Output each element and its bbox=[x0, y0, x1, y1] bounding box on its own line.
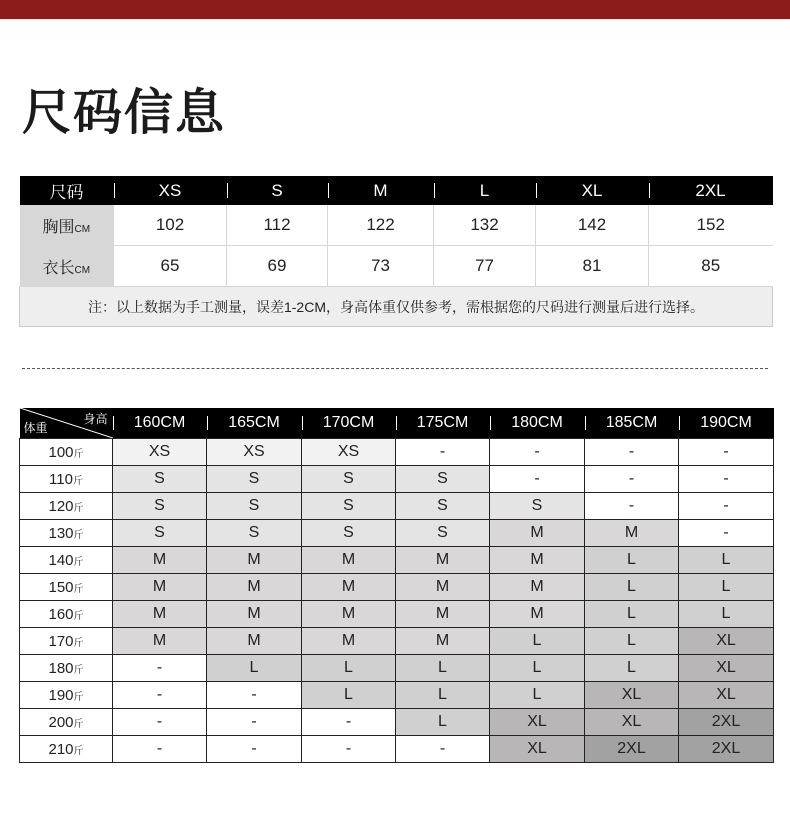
recommended-size-cell: M bbox=[396, 574, 490, 601]
recommended-size-cell: 2XL bbox=[585, 736, 679, 763]
recommended-size-cell: M bbox=[396, 628, 490, 655]
recommended-size-cell: L bbox=[207, 655, 302, 682]
weight-label bbox=[20, 736, 113, 763]
recommended-size-cell: S bbox=[207, 466, 302, 493]
weight-row bbox=[20, 601, 774, 628]
weight-value: 140 bbox=[48, 551, 74, 569]
weight-value: 190 bbox=[48, 686, 74, 704]
recommended-size-cell: M bbox=[113, 547, 207, 574]
size-header-m: M bbox=[328, 176, 434, 205]
weight-label bbox=[20, 682, 113, 709]
size-row bbox=[20, 205, 773, 246]
weight-label bbox=[20, 547, 113, 574]
size-value-cell: 65 bbox=[114, 246, 227, 287]
recommended-size-cell: S bbox=[302, 520, 396, 547]
recommended-size-cell: XL bbox=[679, 682, 774, 709]
recommended-size-cell: - bbox=[490, 439, 585, 466]
size-value-cell: 122 bbox=[328, 205, 434, 246]
recommended-size-cell: - bbox=[490, 466, 585, 493]
recommended-size-cell: M bbox=[113, 628, 207, 655]
recommended-size-cell: XL bbox=[490, 736, 585, 763]
recommended-size-cell: L bbox=[396, 682, 490, 709]
recommended-size-cell: - bbox=[113, 736, 207, 763]
corner-header bbox=[20, 408, 113, 439]
recommended-size-cell: S bbox=[207, 493, 302, 520]
size-value-cell: 69 bbox=[227, 246, 328, 287]
size-header-xs: XS bbox=[114, 176, 227, 205]
recommended-size-cell: - bbox=[679, 493, 774, 520]
weight-unit: 斤 bbox=[73, 610, 84, 622]
recommended-size-cell: M bbox=[490, 520, 585, 547]
corner-height-label: 身高 bbox=[83, 412, 108, 426]
recommended-size-cell: - bbox=[207, 682, 302, 709]
recommended-size-cell: M bbox=[302, 628, 396, 655]
recommended-size-cell: S bbox=[302, 493, 396, 520]
size-value-cell: 102 bbox=[114, 205, 227, 246]
weight-unit: 斤 bbox=[73, 637, 84, 649]
recommended-size-cell: S bbox=[113, 493, 207, 520]
height-header-175cm: 175CM bbox=[396, 408, 490, 439]
recommended-size-cell: L bbox=[490, 628, 585, 655]
weight-value: 160 bbox=[48, 605, 74, 623]
weight-value: 100 bbox=[48, 443, 74, 461]
weight-row bbox=[20, 682, 774, 709]
recommended-size-cell: M bbox=[396, 601, 490, 628]
size-value-cell: 142 bbox=[536, 205, 649, 246]
recommended-size-cell: S bbox=[490, 493, 585, 520]
recommended-size-cell: - bbox=[207, 736, 302, 763]
recommended-size-cell: L bbox=[302, 682, 396, 709]
recommended-size-cell: M bbox=[302, 547, 396, 574]
recommended-size-cell: - bbox=[302, 709, 396, 736]
weight-unit: 斤 bbox=[73, 745, 84, 757]
weight-value: 170 bbox=[48, 632, 74, 650]
weight-height-table bbox=[19, 408, 774, 763]
recommended-size-cell: M bbox=[585, 520, 679, 547]
size-table bbox=[19, 176, 773, 327]
weight-row bbox=[20, 493, 774, 520]
weight-unit: 斤 bbox=[73, 448, 84, 460]
recommended-size-cell: S bbox=[396, 520, 490, 547]
recommended-size-cell: S bbox=[113, 466, 207, 493]
recommended-size-cell: M bbox=[207, 574, 302, 601]
measure-unit: CM bbox=[74, 223, 91, 235]
size-row bbox=[20, 246, 773, 287]
weight-row bbox=[20, 628, 774, 655]
recommended-size-cell: L bbox=[396, 709, 490, 736]
recommended-size-cell: M bbox=[302, 601, 396, 628]
height-header-165cm: 165CM bbox=[207, 408, 302, 439]
size-header-s: S bbox=[227, 176, 328, 205]
weight-unit: 斤 bbox=[73, 691, 84, 703]
weight-row bbox=[20, 736, 774, 763]
recommended-size-cell: M bbox=[490, 547, 585, 574]
corner-weight-label: 体重 bbox=[23, 421, 48, 435]
recommended-size-cell: L bbox=[490, 682, 585, 709]
weight-value: 210 bbox=[48, 740, 74, 758]
weight-label bbox=[20, 493, 113, 520]
weight-row bbox=[20, 439, 774, 466]
weight-value: 120 bbox=[48, 497, 74, 515]
weight-label bbox=[20, 574, 113, 601]
page-title: 尺码信息 bbox=[22, 84, 227, 141]
recommended-size-cell: - bbox=[679, 466, 774, 493]
size-value-cell: 85 bbox=[649, 246, 773, 287]
size-value-cell: 73 bbox=[328, 246, 434, 287]
recommended-size-cell: XL bbox=[585, 682, 679, 709]
recommended-size-cell: - bbox=[396, 439, 490, 466]
size-header-label: 尺码 bbox=[20, 176, 114, 205]
recommended-size-cell: - bbox=[113, 655, 207, 682]
recommended-size-cell: S bbox=[207, 520, 302, 547]
size-value-cell: 112 bbox=[227, 205, 328, 246]
size-note: 注：以上数据为手工测量，误差1-2CM，身高体重仅供参考，需根据您的尺码进行测量后进行选择。 bbox=[20, 287, 773, 327]
weight-height-header bbox=[20, 408, 774, 439]
size-row-label bbox=[20, 205, 114, 246]
recommended-size-cell: XS bbox=[113, 439, 207, 466]
recommended-size-cell: M bbox=[396, 547, 490, 574]
recommended-size-cell: XS bbox=[302, 439, 396, 466]
recommended-size-cell: M bbox=[490, 574, 585, 601]
recommended-size-cell: XL bbox=[679, 655, 774, 682]
recommended-size-cell: - bbox=[679, 520, 774, 547]
height-header-185cm: 185CM bbox=[585, 408, 679, 439]
recommended-size-cell: S bbox=[396, 493, 490, 520]
top-accent-bar bbox=[0, 0, 790, 19]
size-value-cell: 152 bbox=[649, 205, 773, 246]
weight-value: 200 bbox=[48, 713, 74, 731]
size-value-cell: 77 bbox=[434, 246, 536, 287]
recommended-size-cell: M bbox=[490, 601, 585, 628]
recommended-size-cell: L bbox=[585, 628, 679, 655]
recommended-size-cell: L bbox=[585, 547, 679, 574]
weight-value: 130 bbox=[48, 524, 74, 542]
recommended-size-cell: L bbox=[585, 601, 679, 628]
recommended-size-cell: XS bbox=[207, 439, 302, 466]
weight-label bbox=[20, 628, 113, 655]
size-value-cell: 132 bbox=[434, 205, 536, 246]
weight-value: 180 bbox=[48, 659, 74, 677]
recommended-size-cell: - bbox=[207, 709, 302, 736]
recommended-size-cell: L bbox=[679, 601, 774, 628]
weight-unit: 斤 bbox=[73, 583, 84, 595]
weight-unit: 斤 bbox=[73, 556, 84, 568]
measure-name: 胸围 bbox=[42, 218, 75, 236]
recommended-size-cell: - bbox=[679, 439, 774, 466]
recommended-size-cell: XL bbox=[679, 628, 774, 655]
weight-row bbox=[20, 655, 774, 682]
measure-name: 衣长 bbox=[42, 259, 75, 277]
recommended-size-cell: XL bbox=[585, 709, 679, 736]
weight-unit: 斤 bbox=[73, 718, 84, 730]
recommended-size-cell: L bbox=[585, 574, 679, 601]
recommended-size-cell: 2XL bbox=[679, 709, 774, 736]
weight-unit: 斤 bbox=[73, 502, 84, 514]
recommended-size-cell: L bbox=[679, 547, 774, 574]
recommended-size-cell: - bbox=[585, 439, 679, 466]
height-header-160cm: 160CM bbox=[113, 408, 207, 439]
weight-row bbox=[20, 547, 774, 574]
recommended-size-cell: S bbox=[302, 466, 396, 493]
recommended-size-cell: XL bbox=[490, 709, 585, 736]
weight-row bbox=[20, 520, 774, 547]
recommended-size-cell: 2XL bbox=[679, 736, 774, 763]
weight-label bbox=[20, 655, 113, 682]
size-header-xl: XL bbox=[536, 176, 649, 205]
recommended-size-cell: M bbox=[302, 574, 396, 601]
recommended-size-cell: L bbox=[585, 655, 679, 682]
recommended-size-cell: S bbox=[113, 520, 207, 547]
weight-row bbox=[20, 466, 774, 493]
weight-value: 150 bbox=[48, 578, 74, 596]
recommended-size-cell: M bbox=[207, 547, 302, 574]
height-header-170cm: 170CM bbox=[302, 408, 396, 439]
weight-label bbox=[20, 439, 113, 466]
recommended-size-cell: M bbox=[113, 574, 207, 601]
recommended-size-cell: - bbox=[113, 682, 207, 709]
recommended-size-cell: - bbox=[113, 709, 207, 736]
weight-value: 110 bbox=[49, 470, 73, 488]
recommended-size-cell: M bbox=[207, 601, 302, 628]
height-header-180cm: 180CM bbox=[490, 408, 585, 439]
measure-unit: CM bbox=[74, 264, 91, 276]
recommended-size-cell: - bbox=[396, 736, 490, 763]
recommended-size-cell: L bbox=[679, 574, 774, 601]
weight-label bbox=[20, 466, 113, 493]
recommended-size-cell: - bbox=[585, 493, 679, 520]
recommended-size-cell: - bbox=[302, 736, 396, 763]
weight-label bbox=[20, 520, 113, 547]
size-header-2xl: 2XL bbox=[649, 176, 773, 205]
weight-unit: 斤 bbox=[72, 475, 83, 487]
weight-unit: 斤 bbox=[73, 529, 84, 541]
size-table-header bbox=[20, 176, 773, 205]
size-row-label bbox=[20, 246, 114, 287]
recommended-size-cell: L bbox=[490, 655, 585, 682]
recommended-size-cell: L bbox=[396, 655, 490, 682]
size-note-row bbox=[20, 287, 773, 327]
weight-label bbox=[20, 601, 113, 628]
size-value-cell: 81 bbox=[536, 246, 649, 287]
weight-unit: 斤 bbox=[73, 664, 84, 676]
recommended-size-cell: M bbox=[207, 628, 302, 655]
dashed-divider bbox=[22, 368, 768, 369]
recommended-size-cell: S bbox=[396, 466, 490, 493]
size-header-l: L bbox=[434, 176, 536, 205]
recommended-size-cell: - bbox=[585, 466, 679, 493]
weight-row bbox=[20, 574, 774, 601]
height-header-190cm: 190CM bbox=[679, 408, 774, 439]
weight-label bbox=[20, 709, 113, 736]
recommended-size-cell: M bbox=[113, 601, 207, 628]
weight-row bbox=[20, 709, 774, 736]
recommended-size-cell: L bbox=[302, 655, 396, 682]
